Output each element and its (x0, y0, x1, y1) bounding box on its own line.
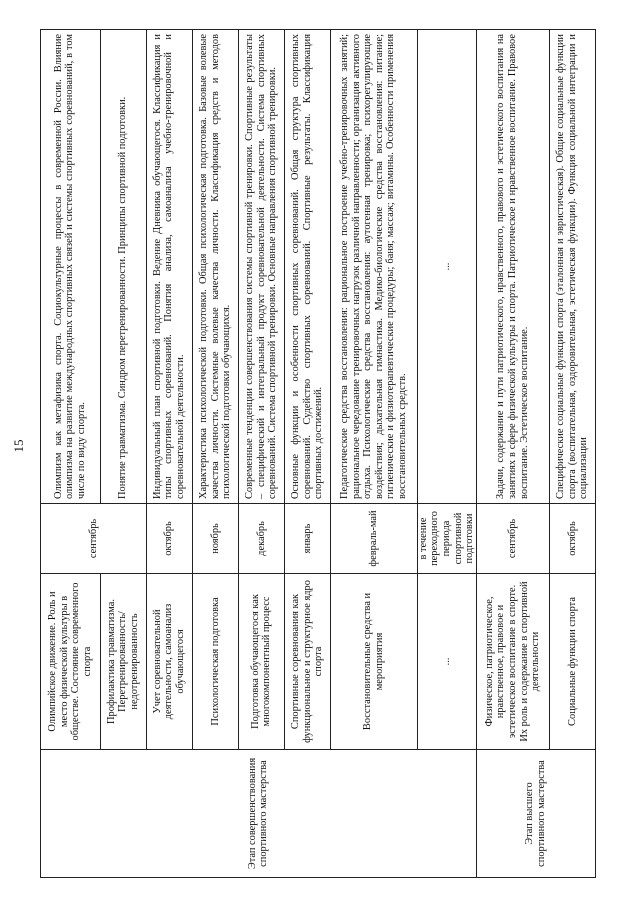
table-row (41, 30, 101, 878)
stage-cell: Этап совершенствования спортивного мастерства (41, 750, 477, 878)
topic-cell: Учет соревновательной деятельности, самоанализ обучающегося (146, 574, 192, 750)
month-cell: декабрь (238, 504, 284, 574)
topic-cell: Спортивные соревнования как функциональное и структурное ядро спорта (285, 574, 331, 750)
topic-cell: Олимпийское движение. Роль и место физической культуры в обществе. Состояние современного спорта (41, 574, 101, 750)
topic-cell: Психологическая подготовка (192, 574, 238, 750)
month-cell: октябрь (549, 504, 595, 574)
month-cell: ноябрь (192, 504, 238, 574)
topic-cell: Подготовка обучающегося как многокомпонентный процесс (238, 574, 284, 750)
stage-cell: Этап высшего спортивного мастерства (476, 750, 595, 878)
page-number: 15 (11, 439, 26, 453)
content-cell: Характеристика психологической подготовки. Общая психологическая подготовка. Базовые волевые качества личности. Системные волевые качества личности. Классификация средств и методов психологической подготовки обучающихся. (192, 30, 238, 504)
topic-cell: Профилактика травматизма. Перетренированность/ недотренированность (100, 574, 146, 750)
content-cell: Специфические социальные функции спорта (эталонная и эвристическая). Общие социальные функции спорта (воспитательная, оздоровительная, эстетическая функции). Функция социальной интеграции и социализации (549, 30, 595, 504)
rotated-page (40, 30, 596, 878)
month-cell: сентябрь (41, 504, 147, 574)
content-cell: Задачи, содержание и пути патриотического, нравственного, правового и эстетического воспитания на занятиях в сфере физической культуры и спорта. Патриотическое и нравственное воспитание. Правовое воспитание. Эстетическое воспитание. (476, 30, 549, 504)
topic-cell: Восстановительные средства и мероприятия (331, 574, 417, 750)
content-cell: Основные функции и особенности спортивных соревнований. Общая структура спортивных соревнований. Судейство спортивных соревнований. Спортивные результаты. Классификация спортивных достижений. (285, 30, 331, 504)
month-cell: октябрь (146, 504, 192, 574)
separator-cell: ... (417, 30, 476, 504)
month-cell: сентябрь (476, 504, 549, 574)
content-cell: Понятие травматизма. Синдром перетренированности. Принципы спортивной подготовки. (100, 30, 146, 504)
topic-cell: Социальные функции спорта (549, 574, 595, 750)
table-row (476, 30, 549, 878)
content-cell: Олимпизм как метафизика спорта. Социокультурные процессы в современной России. Влияние олимпизма на развитие международных спортивных связей и системы спортивных соревнований, в том числе по виду спорта. (41, 30, 101, 504)
topic-cell: Физическое, патриотическое, нравственное, правовое и эстетическое воспитание в спорте. Их роль и содержание в спортивной деятельности (476, 574, 549, 750)
content-cell: Педагогические средства восстановления: рациональное построение учебно-тренировочных занятий; рациональное чередование тренировочных нагрузок различной направленности; организация активного отдыха. Психологические средства восстановления: аутогенная тренировка; психорегулирующие воздействия; дыхательная гимнастика. Медико-биологические средства восстановления: питание; гигиенические и физиотерапевтические процедуры; баня; массаж; витамины. Особенности применения восстановительных средств. (331, 30, 417, 504)
training-plan-table (40, 29, 596, 878)
content-cell: Индивидуальный план спортивной подготовки. Ведение Дневника обучающегося. Классификация и типы спортивных соревнований. Понятия анализа, самоанализа учебно-тренировочной и соревновательной деятельности. (146, 30, 192, 504)
month-cell: февраль-май (331, 504, 417, 574)
month-cell: в течение переходного периода спортивной подготовки (417, 504, 476, 574)
separator-cell: ... (417, 574, 476, 750)
content-cell: Современные тенденции совершенствования системы спортивной тренировки. Спортивные результаты – специфический и интегральный продукт соревновательной деятельности. Система спортивных соревнований. Система спортивной тренировки. Основные направления спортивной тренировки. (238, 30, 284, 504)
month-cell: январь (285, 504, 331, 574)
